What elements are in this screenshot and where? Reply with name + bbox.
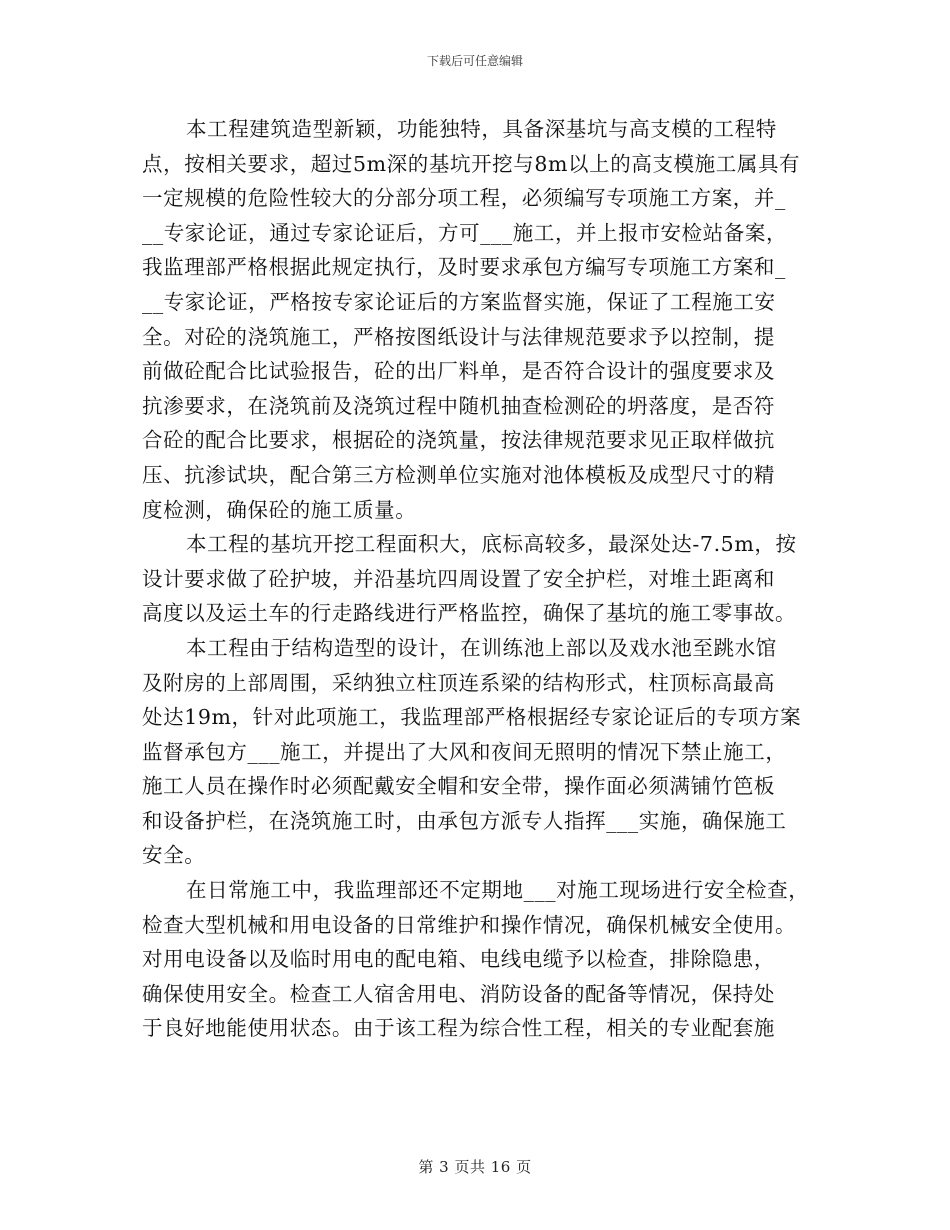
- page-header-note: 下载后可任意编辑: [426, 54, 523, 68]
- paragraph-line: 施工人员在操作时必须配戴安全帽和安全带，操作面必须满铺竹笆板: [142, 774, 775, 799]
- paragraph-line: 和设备护栏，在浇筑施工时，由承包方派专人指挥___实施，确保施工: [142, 808, 787, 833]
- paragraph-line: 前做砼配合比试验报告，砼的出厂料单，是否符合设计的强度要求及: [142, 359, 775, 384]
- paragraph-line: 监督承包方___施工，并提出了大风和夜间无照明的情况下禁止施工，: [142, 739, 787, 764]
- paragraph-line: 合砼的配合比要求，根据砼的浇筑量，按法律规范要求见正取样做抗: [142, 428, 775, 453]
- paragraph-line: 本工程建筑造型新颖，功能独特，具备深基坑与高支模的工程特: [186, 117, 777, 141]
- paragraph-line: 对用电设备以及临时用电的配电箱、电线电缆予以检查，排除隐患，: [142, 947, 775, 972]
- paragraph-line: 确保使用安全。检查工人宿舍用电、消防设备的配备等情况，保持处: [142, 981, 775, 1006]
- paragraph-line: 在日常施工中，我监理部还不定期地___对施工现场进行安全检查，: [186, 878, 810, 903]
- paragraph-line: 度检测，确保砼的施工质量。: [142, 497, 417, 522]
- paragraph-line: 我监理部严格根据此规定执行，及时要求承包方编写专项施工方案和_: [142, 255, 786, 280]
- paragraph-line: 设计要求做了砼护坡，并沿基坑四周设置了安全护栏，对堆土距离和: [142, 566, 775, 591]
- paragraph-line: 点，按相关要求，超过5m深的基坑开挖与8m以上的高支模施工属具有: [142, 151, 801, 176]
- paragraph-line: 及附房的上部周围，采纳独立柱顶连系梁的结构形式，柱顶标高最高: [142, 670, 775, 695]
- paragraph-line: 全。对砼的浇筑施工，严格按图纸设计与法律规范要求予以控制，提: [142, 324, 775, 349]
- paragraph-line: __专家论证，严格按专家论证后的方案监督实施，保证了工程施工安: [142, 289, 776, 314]
- paragraph-line: 本工程由于结构造型的设计，在训练池上部以及戏水池至跳水馆: [186, 635, 777, 660]
- page-number: 第 3 页共 16 页: [418, 1158, 532, 1176]
- paragraph-line: 高度以及运土车的行走路线进行严格监控，确保了基坑的施工零事故。: [142, 601, 797, 626]
- paragraph-line: 压、抗渗试块，配合第三方检测单位实施对池体模板及成型尺寸的精: [142, 462, 775, 487]
- paragraph-line: 于良好地能使用状态。由于该工程为综合性工程，相关的专业配套施: [142, 1016, 775, 1041]
- paragraph-line: 安全。: [142, 843, 206, 868]
- paragraph-line: 一定规模的危险性较大的分部分项工程，必须编写专项施工方案，并_: [142, 186, 786, 211]
- paragraph-line: __专家论证，通过专家论证后，方可___施工，并上报市安检站备案，: [142, 220, 788, 245]
- paragraph-line: 处达19m，针对此项施工，我监理部严格根据经专家论证后的专项方案: [142, 705, 802, 730]
- paragraph-line: 检查大型机械和用电设备的日常维护和操作情况，确保机械安全使用。: [142, 912, 797, 937]
- document-body: [142, 112, 814, 1046]
- paragraph-line: 抗渗要求，在浇筑前及浇筑过程中随机抽查检测砼的坍落度，是否符: [142, 393, 775, 418]
- paragraph-line: 本工程的基坑开挖工程面积大，底标高较多，最深处达-7.5m，按: [186, 532, 797, 557]
